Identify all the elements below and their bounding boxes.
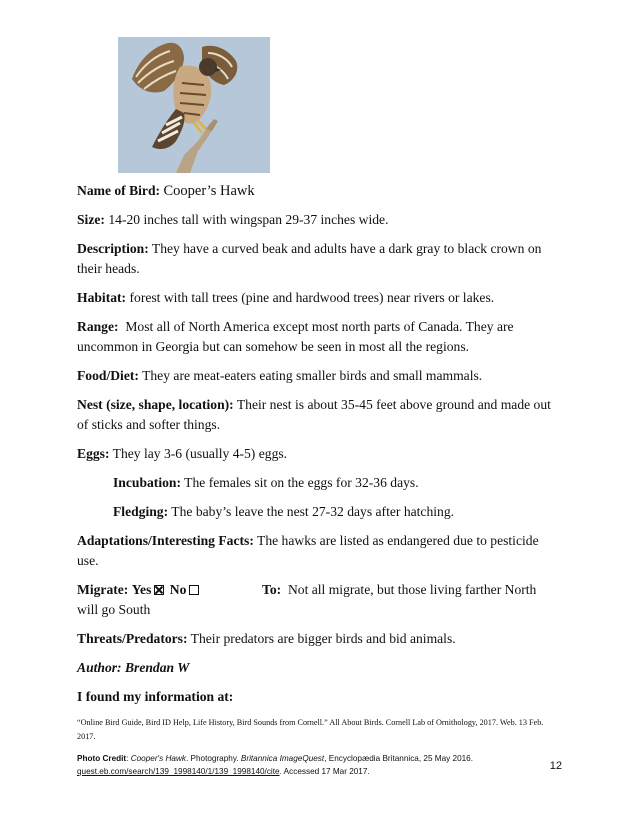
adaptations-label: Adaptations/Interesting Facts: [77, 533, 254, 548]
food-field [77, 366, 563, 386]
threats-label: Threats/Predators: [77, 631, 188, 646]
eggs-field [77, 444, 563, 464]
food-label: Food/Diet: [77, 368, 139, 383]
fledging-value: The baby’s leave the nest 27-32 days after hatching. [171, 504, 455, 519]
photo-credit: Photo Credit: Cooper's Hawk. Photography. Britannica ImageQuest, Encyclopædia Britannica, 25 May 2016. quest.eb.com/search/139_1998140/1/139_1998140/cite. Accessed 17 Mar 2017. [77, 754, 474, 776]
fledging-label: Fledging: [113, 504, 169, 519]
migrate-no-label: No [169, 582, 187, 597]
bird-report [77, 181, 563, 778]
habitat-field [77, 288, 563, 308]
fledging-field [77, 502, 563, 522]
hawk-photo [118, 37, 270, 173]
migrate-label: Migrate: [77, 582, 129, 597]
eggs-label: Eggs: [77, 446, 110, 461]
nest-field [77, 395, 563, 435]
migrate-field [77, 580, 563, 620]
threats-value: Their predators are bigger birds and bid animals. [190, 631, 456, 646]
author-line: Author: Brendan W [77, 660, 190, 675]
credit-source: Britannica ImageQuest [240, 754, 325, 763]
eggs-value: They lay 3-6 (usually 4-5) eggs. [112, 446, 288, 461]
nest-label: Nest (size, shape, location): [77, 397, 234, 412]
credit-url-link[interactable]: quest.eb.com/search/139_1998140/1/139_1998140/cite [77, 767, 280, 776]
range-value: Most all of North America except most north parts of Canada. They are uncommon in Georgia but can somehow be seen in most all the regions. [77, 319, 514, 354]
adaptations-field [77, 531, 563, 571]
citation: “Online Bird Guide, Bird ID Help, Life History, Bird Sounds from Cornell.” All About Birds. Cornell Lab of Ornithology, 2017. Web. 13 Feb. 2017. [77, 718, 544, 741]
range-label: Range: [77, 319, 119, 334]
name-field [77, 181, 563, 201]
credit-publisher: , Encyclopædia Britannica, 25 May 2016. [324, 754, 474, 763]
migrate-yes-label: Yes [131, 582, 152, 597]
page-number: 12 [549, 760, 562, 772]
credit-medium: . Photography. [185, 754, 239, 763]
credit-title: Cooper's Hawk [130, 754, 186, 763]
threats-field [77, 629, 563, 649]
migrate-no-checkbox[interactable] [189, 585, 199, 595]
credit-accessed: . Accessed 17 Mar 2017. [279, 767, 370, 776]
to-value: Not all migrate, but those living farther North [287, 582, 537, 597]
found-label: I found my information at: [77, 689, 234, 704]
name-label: Name of Bird: [77, 183, 161, 198]
adaptations-value: The hawks are listed as endangered due to pesticide use. [77, 533, 539, 568]
sources-heading [77, 687, 563, 707]
size-value: 14-20 inches tall with wingspan 29-37 inches wide. [108, 212, 389, 227]
description-label: Description: [77, 241, 149, 256]
to-label: To: [262, 582, 282, 597]
size-field [77, 210, 563, 230]
incubation-value: The females sit on the eggs for 32-36 days. [184, 475, 419, 490]
habitat-label: Habitat: [77, 290, 127, 305]
description-value: They have a curved beak and adults have a dark gray to black crown on their heads. [77, 241, 542, 276]
food-value: They are meat-eaters eating smaller birds and small mammals. [142, 368, 483, 383]
credit-label: Photo Credit [77, 754, 127, 763]
incubation-label: Incubation: [113, 475, 181, 490]
size-label: Size: [77, 212, 105, 227]
range-field [77, 317, 563, 357]
nest-value: Their nest is about 35-45 feet above ground and made out of sticks and softer things. [77, 397, 551, 432]
description-field [77, 239, 563, 279]
habitat-value: forest with tall trees (pine and hardwood trees) near rivers or lakes. [129, 290, 495, 305]
migrate-yes-checkbox[interactable] [154, 585, 164, 595]
name-value: Cooper’s Hawk [163, 183, 255, 199]
incubation-field [77, 473, 563, 493]
to-value-cont: will go South [77, 602, 151, 617]
